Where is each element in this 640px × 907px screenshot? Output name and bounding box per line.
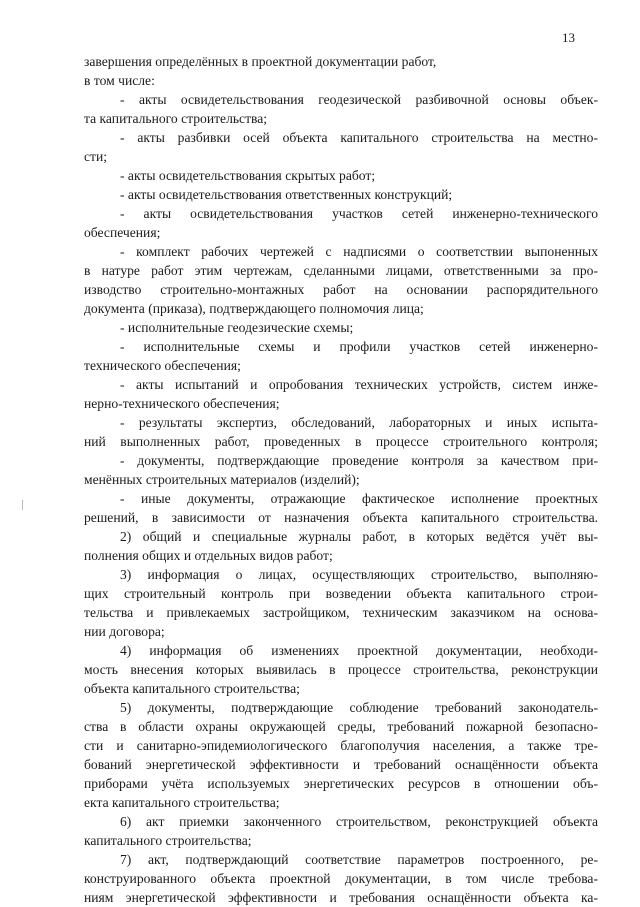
text-line: в том числе: [84,73,155,88]
text-line: ниям энергетической эффективности и требования оснащённости объекта ка- [84,890,598,905]
text-line: та капитального строительства; [84,111,268,126]
text-line: бований энергетической эффективности и требований оснащённости объекта [84,757,598,772]
text-line: сти; [84,149,108,164]
scan-mark [22,500,23,510]
text-line: обеспечения; [84,225,161,240]
text-line: полнения общих и отдельных видов работ; [84,548,333,563]
text-line: объекта капитального строительства; [84,681,300,696]
text-line: екта капитального строительства; [84,795,280,810]
text-line: - акты освидетельствования ответственных конструкций; [120,187,453,202]
text-line: сти и санитарно-эпидемиологического благополучия населения, а также тре- [84,738,598,753]
page-number: 13 [562,30,575,45]
text-line: решений, в зависимости от назначения объекта капитального строительства. [84,510,598,525]
text-line: нии договора; [84,624,165,639]
text-line: технического обеспечения; [84,358,241,373]
text-line: документа (приказа), подтверждающего полномочия лица; [84,301,424,316]
text-line: 5) документы, подтверждающие соблюдение требований законодатель- [120,700,598,715]
text-line: менённых строительных материалов (изделий); [84,472,360,487]
text-line: мость внесения которых выявилась в процессе строительства, реконструкции [84,662,598,677]
text-line: - акты разбивки осей объекта капитального строительства на местно- [120,130,598,145]
text-line: завершения определённых в проектной документации работ, [84,54,437,69]
text-line: - комплект рабочих чертежей с надписями о соответствии выпоненных [120,244,598,259]
text-line: 6) акт приемки законченного строительством, реконструкцией объекта [120,814,598,829]
text-line: 2) общий и специальные журналы работ, в которых ведётся учёт вы- [120,529,598,544]
text-line: изводство строительно-монтажных работ на основании распорядительного [84,282,598,297]
text-line: - акты освидетельствования геодезической разбивочной основы объек- [120,92,598,107]
text-line: тельства и привлекаемых застройщиком, техническим заказчиком на основа- [84,605,598,620]
text-line: - документы, подтверждающие проведение контроля за качеством при- [120,453,598,468]
text-line: - акты испытаний и опробования технических устройств, систем инже- [120,377,598,392]
text-line: - иные документы, отражающие фактическое исполнение проектных [120,491,598,506]
text-line: - результаты экспертиз, обследований, лабораторных и иных испыта- [120,415,598,430]
text-line: 7) акт, подтверждающий соответствие параметров построенного, ре- [120,852,598,867]
text-line: - акты освидетельствования скрытых работ; [120,168,376,183]
text-line: приборами учёта используемых энергетических ресурсов в отношении объ- [84,776,598,791]
text-line: 3) информация о лицах, осуществляющих строительство, выполняю- [120,567,598,582]
text-line: в натуре работ этим чертежам, сделанными лицами, ответственными за про- [84,263,598,278]
text-line: 4) информация об изменениях проектной документации, необходи- [120,643,598,658]
text-line: ства в области охраны окружающей среды, требований пожарной безопаcно- [84,719,598,734]
text-line: конструированного объекта проектной документации, в том числе требова- [84,871,598,886]
text-line: щих строительный контроль при возведении объекта капитального строи- [84,586,598,601]
text-line: нерно-технического обеспечения; [84,396,280,411]
text-line: ний выполненных работ, проведенных в процессе строительного контроля; [84,434,598,449]
text-line: капитального строительства; [84,833,252,848]
text-line: - исполнительные геодезические схемы; [120,320,354,335]
body-text [84,52,598,907]
text-line: - исполнительные схемы и профили участков сетей инженерно- [120,339,598,354]
text-line: - акты освидетельствования участков сетей инженерно-технического [120,206,598,221]
